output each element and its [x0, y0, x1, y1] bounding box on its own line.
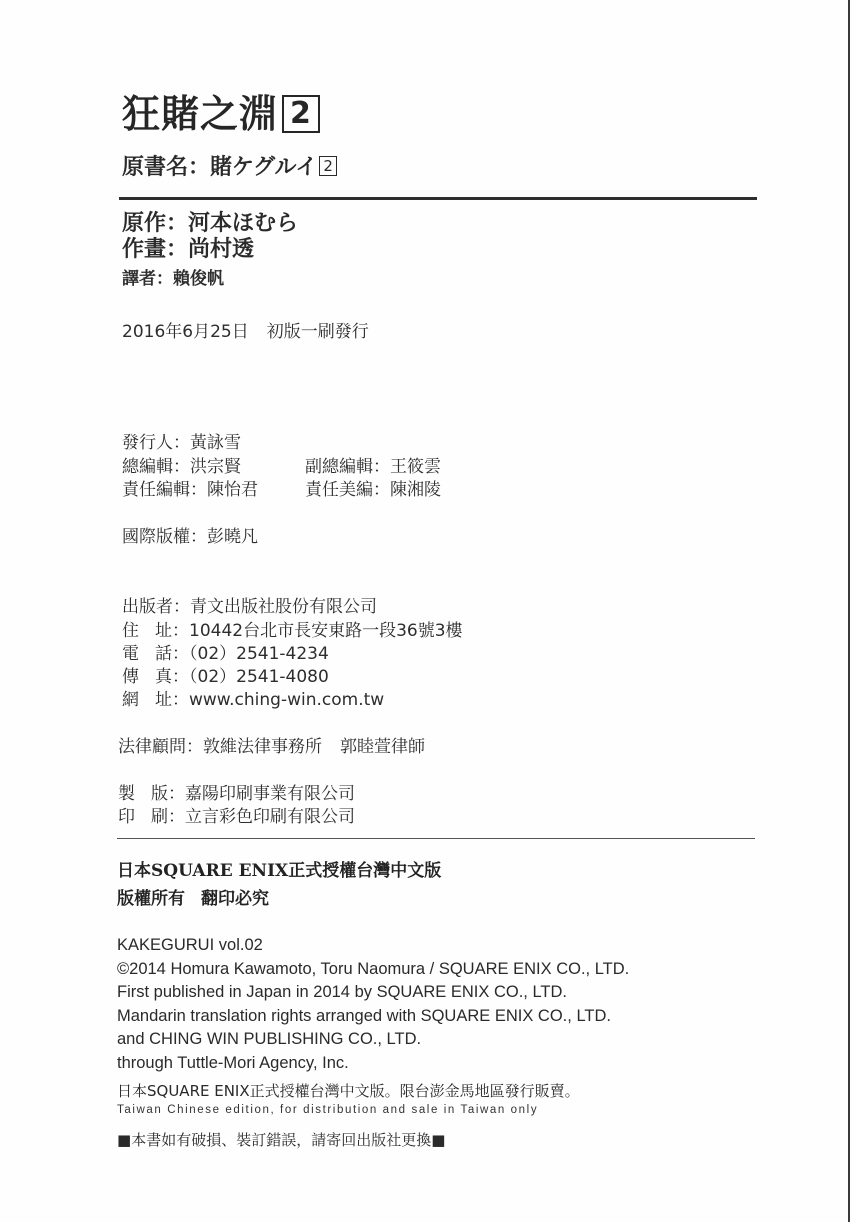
info-value: 青文出版社股份有限公司: [190, 597, 377, 617]
production-plate: [118, 783, 355, 806]
staff-label: 總編輯：: [122, 457, 190, 477]
credit-value: 河本ほむら: [188, 211, 299, 236]
volume-badge: 2: [282, 95, 320, 133]
authorization-divider: [117, 838, 755, 839]
publisher-phone: [122, 643, 329, 666]
rights-reserved: 版權所有: [117, 889, 185, 909]
publisher-address: [122, 620, 463, 643]
info-label: 刷：: [151, 807, 185, 827]
book-title-text: 狂賭之淵: [122, 92, 279, 136]
credit-translator: [122, 268, 224, 291]
square-bullet-icon: ■: [117, 1131, 132, 1149]
info-label: 版：: [151, 784, 185, 804]
credit-label: 譯者：: [122, 269, 173, 289]
staff-value: 王筱雲: [390, 457, 441, 477]
info-value: （02）2541-4080: [189, 667, 329, 687]
legal-firm: 敦維法律事務所: [203, 737, 322, 757]
staff-label: 責任美編：: [305, 480, 390, 500]
info-label: 傳: [122, 667, 139, 687]
edition-note: 初版一刷發行: [266, 322, 369, 342]
english-credit-line: and CHING WIN PUBLISHING CO., LTD.: [117, 1030, 422, 1048]
credit-value: 尚村透: [188, 237, 255, 262]
original-title: [122, 154, 337, 182]
staff-label: 發行人：: [122, 433, 190, 453]
staff-editor-in-chief: [122, 456, 241, 479]
english-credit-line: Mandarin translation rights arranged with SQUARE ENIX CO., LTD.: [117, 1006, 611, 1025]
damage-notice: [117, 1130, 445, 1150]
legal-advisor: [118, 736, 425, 759]
book-title: [122, 92, 320, 136]
staff-label: 責任編輯：: [122, 480, 207, 500]
square-bullet-icon: ■: [431, 1131, 446, 1149]
info-value: （02）2541-4234: [189, 644, 329, 664]
info-label: 址：: [155, 690, 189, 710]
legal-lawyer: 郭睦萱律師: [340, 737, 425, 757]
staff-label: 國際版權：: [122, 527, 207, 547]
original-volume-badge: 2: [319, 156, 337, 176]
title-divider: [119, 197, 757, 200]
edition-line: [122, 321, 369, 344]
info-value: 10442台北市長安東路一段36號3樓: [189, 621, 463, 641]
english-credit-line: First published in Japan in 2014 by SQUARE ENIX CO., LTD.: [117, 983, 567, 1001]
info-label: 製: [118, 784, 135, 804]
staff-label: 副總編輯：: [305, 457, 390, 477]
info-label: 話：: [155, 644, 189, 664]
no-reproduction: 翻印必究: [201, 889, 269, 909]
staff-art-editor: [305, 479, 441, 502]
credit-value: 賴俊帆: [173, 269, 224, 289]
info-label: 址：: [155, 621, 189, 641]
credit-label: 作畫：: [122, 237, 189, 262]
english-credit-line: through Tuttle-Mori Agency, Inc.: [117, 1053, 349, 1072]
staff-publisher-person: [122, 432, 241, 455]
staff-value: 陳湘陵: [390, 480, 441, 500]
publisher-fax: [122, 666, 329, 689]
info-label: 真：: [155, 667, 189, 687]
info-label: 印: [118, 807, 135, 827]
english-credit-line: ©2014 Homura Kawamoto, Toru Naomura / SQUARE ENIX CO., LTD.: [117, 959, 630, 978]
publisher-website: [122, 689, 384, 712]
english-credits: [117, 934, 629, 1075]
info-label: 網: [122, 690, 139, 710]
staff-responsible-editor: [122, 479, 258, 502]
credit-artist: [122, 238, 254, 262]
staff-value: 黃詠雪: [190, 433, 241, 453]
publisher-name: [122, 596, 377, 619]
authorization-line-2: [117, 886, 269, 912]
staff-intl-rights: [122, 526, 258, 549]
staff-value: 洪宗賢: [190, 457, 241, 477]
page-edge-line: [848, 0, 850, 1222]
credit-original-author: [122, 212, 298, 236]
notice-text: 本書如有破損、裝訂錯誤，請寄回出版社更換: [131, 1131, 432, 1149]
info-value: 嘉陽印刷事業有限公司: [185, 784, 355, 804]
staff-deputy-editor: [305, 456, 441, 479]
authorization-line-1: 日本SQUARE ENIX正式授權台灣中文版: [117, 861, 442, 881]
production-print: [118, 806, 355, 829]
original-title-text: 賭ケグルイ: [210, 155, 318, 180]
edition-date: 2016年6月25日: [122, 322, 249, 342]
info-label: 電: [122, 644, 139, 664]
staff-value: 陳怡君: [207, 480, 258, 500]
original-title-label: 原書名：: [122, 155, 211, 180]
info-label: 出版者：: [122, 597, 190, 617]
info-label: 住: [122, 621, 139, 641]
distribution-zh: 日本SQUARE ENIX正式授權台灣中文版。限台澎金馬地區發行販賣。: [117, 1082, 580, 1100]
legal-label: 法律顧問：: [118, 737, 203, 757]
english-credit-line: KAKEGURUI vol.02: [117, 936, 263, 954]
distribution-en: Taiwan Chinese edition, for distribution and sale in Taiwan only: [117, 1104, 539, 1116]
staff-value: 彭曉凡: [207, 527, 258, 547]
credit-label: 原作：: [122, 211, 189, 236]
info-value: 立言彩色印刷有限公司: [185, 807, 355, 827]
website-link: www.ching-win.com.tw: [189, 690, 385, 710]
